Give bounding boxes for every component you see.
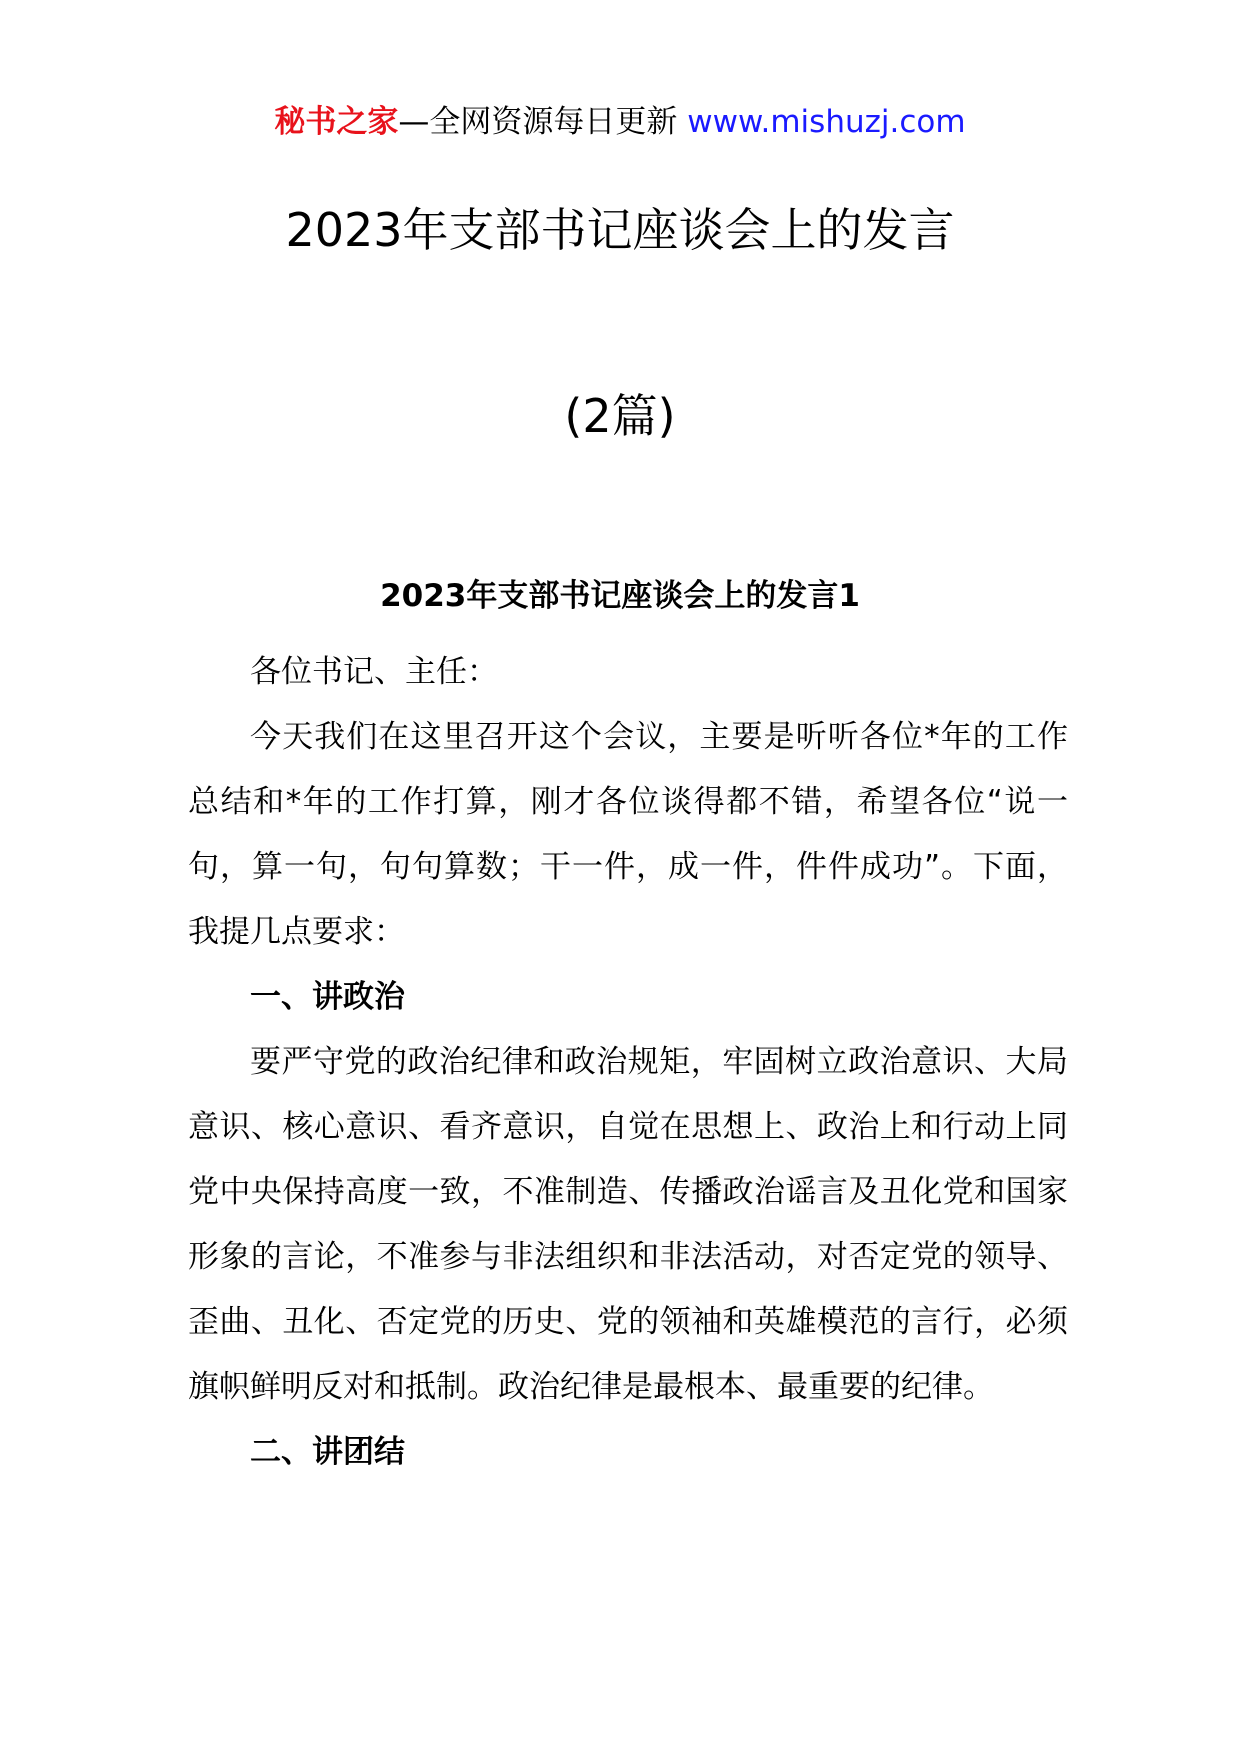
intro-paragraph: 今天我们在这里召开这个会议，主要是听听各位*年的工作总结和*年的工作打算，刚才各位谈得都不错，希望各位“说一句，算一句，句句算数；干一件，成一件，件件成功”。下面，我提几点要求： [188, 719, 1068, 950]
document-body [188, 640, 1068, 1485]
document-subtitle: (2篇) [564, 389, 676, 443]
section-title: 2023年支部书记座谈会上的发言1 [380, 578, 860, 614]
brand-name: 秘书之家 [274, 104, 399, 140]
section-heading-politics: 一、讲政治 [250, 979, 405, 1015]
site-url-link[interactable]: www.mishuzj.com [687, 104, 966, 140]
banner-tagline: —全网资源每日更新 [398, 104, 688, 140]
salutation-paragraph: 各位书记、主任： [250, 654, 498, 690]
site-banner [0, 102, 1240, 142]
document-title: 2023年支部书记座谈会上的发言 [285, 203, 955, 257]
politics-paragraph: 要严守党的政治纪律和政治规矩，牢固树立政治意识、大局意识、核心意识、看齐意识，自觉在思想上、政治上和行动上同党中央保持高度一致，不准制造、传播政治谣言及丑化党和国家形象的言论，不准参与非法组织和非法活动，对否定党的领导、歪曲、丑化、否定党的历史、党的领袖和英雄模范的言行，必须旗帜鲜明反对和抵制。政治纪律是最根本、最重要的纪律。 [188, 1044, 1068, 1405]
section-heading-unity: 二、讲团结 [250, 1434, 405, 1470]
